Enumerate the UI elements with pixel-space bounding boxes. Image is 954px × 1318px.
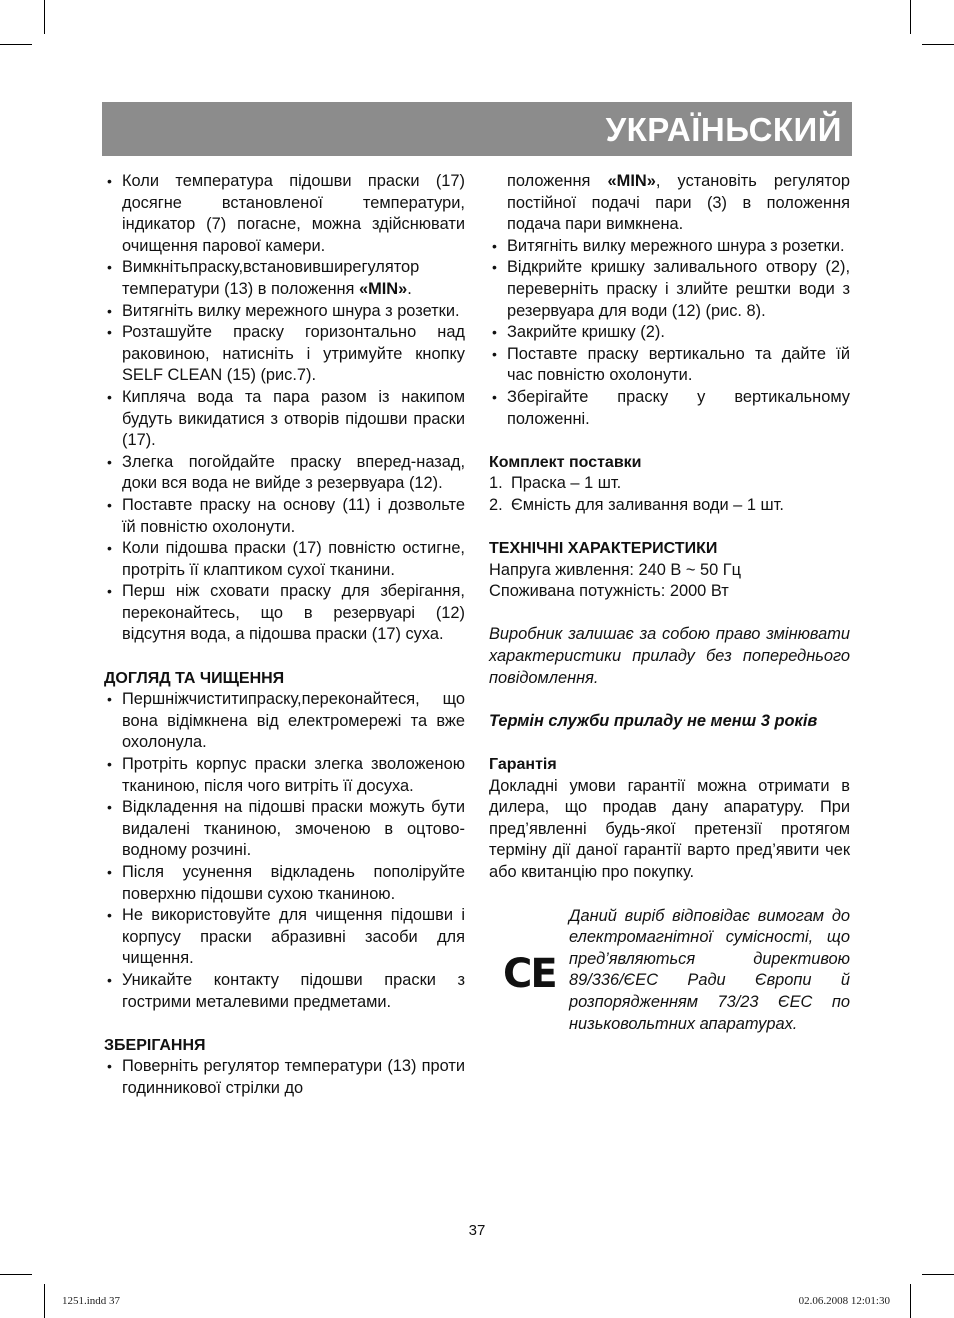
- language-title: УКРАЇНЬСКИЙ: [605, 111, 842, 148]
- crop-mark: [44, 0, 45, 34]
- list-item: • Поставте праску вертикально та дайте їй час повністю охолонути.: [489, 344, 850, 387]
- care-heading: ДОГЛЯД ТА ЧИЩЕННЯ: [104, 669, 285, 687]
- spec-voltage: Напруга живлення: 240 В ~ 50 Гц: [489, 560, 742, 579]
- list-item: • Першніжчиститипраску,переконайтеся, що вона відімкнена від електромережі та вже охолонула.: [104, 689, 465, 754]
- list-item: • Перш ніж сховати праску для зберігання, переконайтесь, що в резервуарі (12) відсутня вода, а підошва праски (17) суха.: [104, 581, 465, 646]
- self-clean-steps: [104, 171, 465, 646]
- list-item: • Розташуйте праску горизонтально над раковиною, натисніть і утримуйте кнопку SELF CLEAN (15) (рис.7).: [104, 322, 465, 387]
- crop-mark: [0, 1274, 32, 1275]
- list-item: • Кипляча вода та пара разом із накипом будуть викидатися з отворів підошви праски (17).: [104, 387, 465, 452]
- list-item: • Поверніть регулятор температури (13) проти годинникової стрілки до: [104, 1056, 465, 1099]
- list-item: • Вимкнітьпраску,встановивширегулятор температури (13) в положення «MIN».: [104, 257, 465, 300]
- language-header-bar: [102, 102, 852, 156]
- ce-mark-icon: CE: [503, 950, 556, 997]
- crop-mark: [0, 44, 32, 45]
- crop-mark: [910, 0, 911, 34]
- specs-heading: ТЕХНІЧНІ ХАРАКТЕРИСТИКИ: [489, 540, 718, 558]
- list-item: • Коли температура підошви праски (17) досягне встановленої температури, індикатор (7) погасне, можна здійснювати очищення парової камери.: [104, 171, 465, 257]
- spec-power: Споживана потужність: 2000 Вт: [489, 582, 729, 601]
- right-column: [489, 171, 850, 1036]
- list-item: • Не використовуйте для чищення підошви і корпусу праски абразивні засоби для чищення.: [104, 905, 465, 970]
- ce-compliance-block: [489, 906, 850, 1036]
- list-item: • Протріть корпус праски злегка зволоженою тканиною, після чого витріть її досуха.: [104, 754, 465, 797]
- page-number: 37: [468, 1222, 486, 1239]
- list-item: • Злегка погойдайте праску вперед-назад, доки вся вода не вийде з резервуара (12).: [104, 452, 465, 495]
- left-column: [104, 171, 465, 1100]
- storage-list: [104, 1056, 465, 1099]
- list-item: • Витягніть вилку мережного шнура з розетки.: [104, 301, 465, 323]
- warranty-heading: Гарантія: [489, 756, 557, 774]
- manufacturer-note: Виробник залишає за собою право змінювати характеристики приладу без попереднього повідомлення.: [489, 625, 850, 687]
- list-item: • Після усунення відкладень пополіруйте поверхню підошви сухою тканиною.: [104, 862, 465, 905]
- file-slug: 1251.indd 37: [62, 1295, 121, 1307]
- crop-mark: [922, 1274, 954, 1275]
- list-item: • Витягніть вилку мережного шнура з розетки.: [489, 236, 850, 258]
- list-item: • Відкрийте кришку заливального отвору (2), переверніть праску і злийте рештки води з резервуара для води (12) (рис. 8).: [489, 257, 850, 322]
- list-item: 1. Праска – 1 шт.: [489, 474, 622, 493]
- list-item: • Зберігайте праску у вертикальному положенні.: [489, 387, 850, 430]
- storage-list-continued: [489, 236, 850, 430]
- list-item: • Закрийте кришку (2).: [489, 322, 850, 344]
- date-slug: 02.06.2008 12:01:30: [798, 1295, 890, 1307]
- package-list: [489, 473, 850, 516]
- list-item: 2. Ємність для заливання води – 1 шт.: [489, 495, 784, 514]
- storage-heading: ЗБЕРІГАННЯ: [104, 1036, 206, 1054]
- ce-compliance-text: Даний виріб відповідає вимогам до електромагнітної сумісності, що пред’являються директивою 89/336/ЄЕС Ради Європи й розпорядженням 73/23 ЄЕС по низьковольтних апаратурах.: [569, 906, 850, 1033]
- list-item: • Поставте праску на основу (11) і дозвольте їй повністю охолонути.: [104, 495, 465, 538]
- list-item: • Коли підошва праски (17) повністю остигне, протріть її клаптиком сухої тканини.: [104, 538, 465, 581]
- warranty-text: Докладні умови гарантії можна отримати в дилера, що продав дану апаратуру. При пред’явленні будь-якої претензії протягом терміну дії даної гарантії варто пред’явити чек або квитанцію про покупку.: [489, 776, 850, 881]
- crop-mark: [44, 1284, 45, 1318]
- list-item: • Відкладення на підошві праски можуть бути видалені тканиною, змоченою в оцтово-водному розчині.: [104, 797, 465, 862]
- crop-mark: [922, 44, 954, 45]
- service-life-note: Термін служби приладу не менш 3 років: [489, 711, 818, 730]
- list-item: • Уникайте контакту підошви праски з гострими металевими предметами.: [104, 970, 465, 1013]
- crop-mark: [910, 1284, 911, 1318]
- care-list: [104, 689, 465, 1013]
- storage-continued-text: положення «MIN», установіть регулятор постійної подачі пари (3) в положення подача пари вимкнена.: [507, 172, 850, 234]
- package-heading: Комплект поставки: [489, 453, 642, 471]
